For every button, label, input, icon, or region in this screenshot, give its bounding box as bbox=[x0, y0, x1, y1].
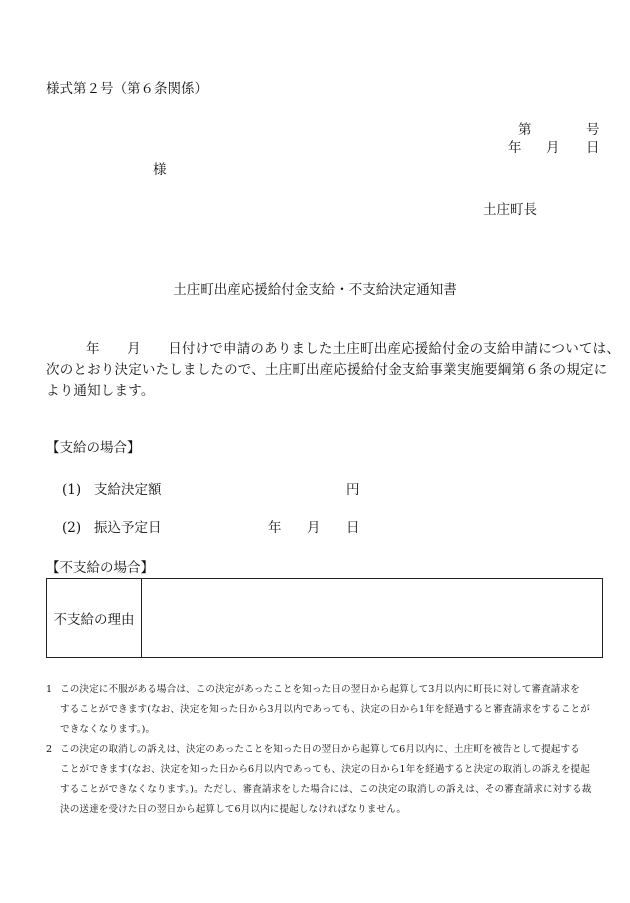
note-1-line-3: できなくなります。)。 bbox=[60, 724, 156, 735]
intro-paragraph bbox=[46, 339, 621, 402]
notes bbox=[46, 680, 606, 820]
payment-amount-unit: 円 bbox=[346, 482, 360, 498]
note-2-line-3: することができなくなります。)。ただし、審査請求をした場合には、この決定の取消しの訴えは、その審査請求に対する裁 bbox=[60, 784, 592, 795]
payment-item-1-number: (1) bbox=[62, 482, 82, 498]
note-2-number: 2 bbox=[46, 744, 53, 755]
intro-line-3: より通知します。 bbox=[46, 383, 155, 399]
transfer-date-month: 月 bbox=[307, 520, 321, 536]
date-day: 日 bbox=[586, 140, 600, 156]
payment-amount-label: 支給決定額 bbox=[94, 482, 162, 498]
nonpayment-reason-table bbox=[46, 578, 603, 658]
note-1-number: 1 bbox=[46, 684, 53, 695]
note-2-line-2: ことができます(なお、決定を知った日から6月以内であっても、決定の日から1年を経過すると決定の取消しの訴えを提起 bbox=[60, 764, 590, 775]
note-1 bbox=[46, 680, 606, 740]
nonpayment-reason-value bbox=[142, 579, 602, 657]
doc-number-suffix: 号 bbox=[586, 122, 600, 138]
nonpayment-reason-label: 不支給の理由 bbox=[47, 579, 142, 657]
note-1-line-2: することができます(なお、決定を知った日から3月以内であっても、決定の日から1年を経過すると審査請求をすることが bbox=[60, 704, 590, 715]
note-2-line-4: 決の送達を受けた日の翌日から起算して6月以内に提起しなければなりません。 bbox=[60, 804, 407, 815]
intro-line-2: 次のとおり決定いたしましたので、土庄町出産応援給付金支給事業実施要綱第６条の規定に bbox=[46, 362, 608, 378]
note-2 bbox=[46, 740, 606, 820]
intro-line-1: 年 月 日付けで申請のありました土庄町出産応援給付金の支給申請については、 bbox=[86, 341, 621, 357]
payment-heading: 【支給の場合】 bbox=[46, 440, 141, 456]
transfer-date-label: 振込予定日 bbox=[94, 520, 162, 536]
date-year: 年 bbox=[508, 140, 522, 156]
issuer: 土庄町長 bbox=[483, 202, 537, 218]
doc-number-prefix: 第 bbox=[518, 122, 532, 138]
payment-item-2-number: (2) bbox=[62, 520, 82, 536]
transfer-date-day: 日 bbox=[346, 520, 360, 536]
page-title: 土庄町出産応援給付金支給・不支給決定通知書 bbox=[173, 282, 457, 298]
form-id: 様式第２号（第６条関係） bbox=[46, 81, 208, 97]
nonpayment-heading: 【不支給の場合】 bbox=[46, 560, 154, 576]
addressee-suffix: 様 bbox=[153, 162, 167, 178]
note-1-line-1: この決定に不服がある場合は、この決定があったことを知った日の翌日から起算して3月以内に町長に対して審査請求を bbox=[60, 684, 580, 695]
note-2-line-1: この決定の取消しの訴えは、決定のあったことを知った日の翌日から起算して6月以内に、土庄町を被告として提起する bbox=[60, 744, 580, 755]
date-month: 月 bbox=[546, 140, 560, 156]
transfer-date-year: 年 bbox=[268, 520, 282, 536]
